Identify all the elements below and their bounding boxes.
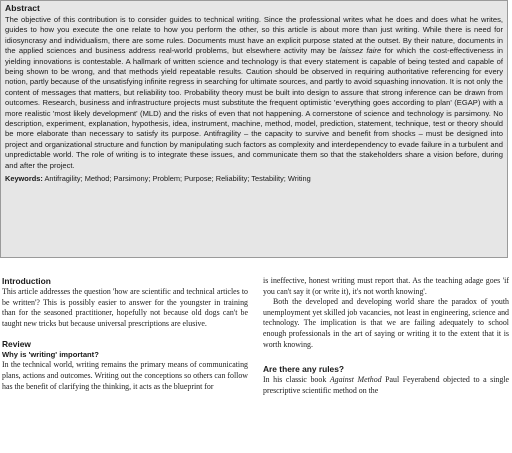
abstract-body-text-cont: for which the cost-effectiveness in yielding innovations is contestable. A hallmark of written science and technology is that every statement is capable of being tested and capable of being shown to be wrong, and that methods yield repeatable results. Caution should be observed in requiring authoritative referencing for every notion, partly because of the unsatisfying infinite regress in searching for ultimate sources, and partly to avoid squashing innovation. It is not only the content of messages that matters, but reliability too. Probability theory must be built into design to assure that strong inference can be drawn from outcomes. Research, business and infrastructure projects must substitute the frequent optimistic 'everything goes according to plan' (EGAP) with a more realistic 'most likely development' (MLD) and the risks of even that not happening. A cornerstone of science and technology is parsimony. No description, experiment, explanation, hypothesis, idea, instrument, machine, method, model, prediction, statement, technique, test or theory should be more elaborate than necessary to satisfy its purpose. Antifragility – the capacity to survive and benefit from shocks – must be designed into project and organizational structure and function by manipulating such factors as complexity and interdependency to evade failure in a turbulent and unpredictable world. The role of writing is to integrate these issues, and communicate them so that the stakeholders share a vision before, during and after the project. bbox=[5, 46, 504, 170]
keywords-list: Antifragility; Method; Parsimony; Problem; Purpose; Reliability; Testability; Writing bbox=[42, 174, 311, 184]
rules-text-start: In his classic book bbox=[263, 375, 330, 385]
spacer bbox=[2, 329, 248, 339]
left-column bbox=[2, 276, 248, 392]
abstract-body-italic: laissez faire bbox=[339, 46, 382, 56]
right-column bbox=[263, 276, 509, 396]
rules-text bbox=[263, 375, 509, 396]
rules-heading: Are there any rules? bbox=[263, 364, 344, 375]
keywords-label: Keywords: bbox=[5, 174, 43, 184]
introduction-text: This article addresses the question 'how are scientific and technical articles to be written'? This is possibly easier to answer for the youngster in training than for the seasoned practitioner, hopefully not because old dogs can't be taught new tricks but because universal prescriptions are elusive. bbox=[2, 287, 248, 328]
review-heading: Review bbox=[2, 339, 31, 350]
abstract-body-text: The objective of this contribution is to consider guides to technical writing. Since the professional writes what he does and does what he writes, guides to how you execute the one relate to how you perform the other, so this article is about more than just writing. While there is need for idiosyncrasy and individualism, there are some rules. Documents must have an explicit purpose stated at the outset. By their nature, documents in the applied sciences and business address real-world problems, but elsewhere activity may be bbox=[5, 15, 503, 56]
right-paragraph-1: is ineffective, honest writing must report that. As the teaching adage goes 'if you can't say it (or write it), it's not worth knowing'. bbox=[263, 276, 509, 296]
why-writing-text: In the technical world, writing remains the primary means of communicating plans, actions and outcomes. Writing out the conceptions so others can follow has the benefit of clarifying the thinking, it acts as the blueprint for bbox=[2, 360, 248, 391]
right-paragraph-2: Both the developed and developing world share the paradox of youth unemployment yet skilled job vacancies, not least in engineering, science and technology. The implication is that we are failing adequately to school enough professionals in the art of saying or writing it to the extent that it is worth knowing. bbox=[263, 297, 509, 349]
spacer bbox=[263, 350, 509, 364]
why-writing-heading: Why is 'writing' important? bbox=[2, 350, 99, 360]
abstract-body bbox=[5, 15, 503, 171]
book-title: Against Method bbox=[329, 375, 382, 385]
abstract-title: Abstract bbox=[5, 3, 40, 13]
introduction-heading: Introduction bbox=[2, 276, 51, 286]
rules-text-end: Paul Feyerabend objected to a single prescriptive scientific method on the bbox=[263, 375, 509, 395]
keywords-line bbox=[5, 174, 503, 184]
